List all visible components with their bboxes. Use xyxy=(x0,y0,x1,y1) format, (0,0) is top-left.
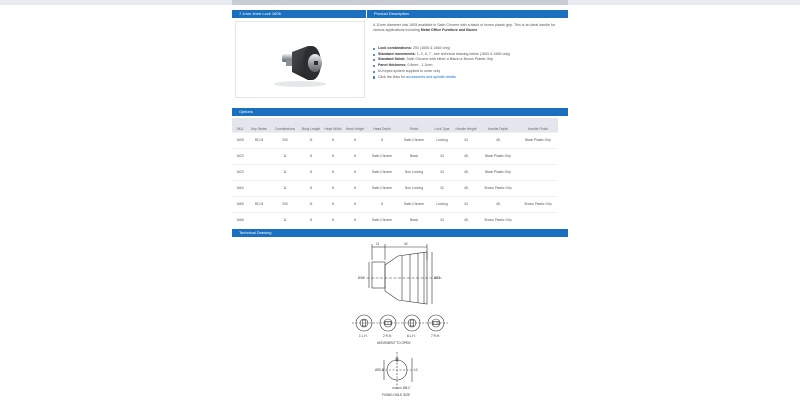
table-cell: 8 xyxy=(300,165,322,181)
technical-title: Technical Drawing xyxy=(232,229,568,237)
description-panel xyxy=(367,10,568,102)
table-cell: 11 xyxy=(270,213,300,229)
product-title: 7.1mm 4mm Lock 1605 xyxy=(232,10,366,18)
table-cell: 8 xyxy=(366,133,398,149)
table-cell: Black Plastic Grip xyxy=(518,133,558,149)
lock-position-icons xyxy=(352,315,448,331)
feature-label: Panel thickness: xyxy=(378,63,407,68)
table-cell: 48 xyxy=(478,133,518,149)
table-row xyxy=(232,149,558,165)
column-header: Handle Depth xyxy=(478,118,518,133)
bullet-icon xyxy=(373,76,375,78)
table-cell: 48 xyxy=(454,149,478,165)
table-cell: RD M xyxy=(248,197,270,213)
table-cell xyxy=(518,213,558,229)
feature-item xyxy=(373,75,563,81)
feature-label: Standard finish: xyxy=(378,57,406,62)
table-cell: Satin Chrome xyxy=(398,133,430,149)
table-cell: 8 xyxy=(300,149,322,165)
table-cell: 48 xyxy=(454,165,478,181)
table-cell: 200 xyxy=(270,133,300,149)
hole-dim-c: Ø5.2 xyxy=(403,386,410,390)
bullet-icon xyxy=(373,54,375,56)
table-cell: 43 xyxy=(430,213,454,229)
options-table xyxy=(232,118,558,228)
table-cell: 8 xyxy=(322,197,344,213)
feature-list xyxy=(373,46,563,80)
hole-dim-b: 10 xyxy=(414,368,418,372)
column-header: Key Series xyxy=(248,118,270,133)
table-cell: 11 xyxy=(270,165,300,181)
column-header: Combinations xyxy=(270,118,300,133)
technical-section xyxy=(232,229,568,400)
table-cell: Satin Chrome xyxy=(398,197,430,213)
top-bar xyxy=(0,0,800,5)
table-cell: Black Plastic Grip xyxy=(478,149,518,165)
column-header: Head Depth xyxy=(366,118,398,133)
table-header-row xyxy=(232,118,558,133)
description-text xyxy=(373,23,563,32)
table-cell: 8 xyxy=(344,197,366,213)
options-title: Options xyxy=(232,108,568,116)
table-cell: Black Plastic Grip xyxy=(478,165,518,181)
description-title: Product Description xyxy=(367,10,568,18)
feature-label: Standard movements: xyxy=(378,51,416,56)
column-header: Head Width xyxy=(322,118,344,133)
table-cell: 8 xyxy=(322,213,344,229)
table-cell xyxy=(248,165,270,181)
feature-text: Satin Chrome with either a Black or Brown Plastic Grip xyxy=(405,57,494,62)
table-cell xyxy=(248,149,270,165)
feature-text: 0.8mm - 1.2mm xyxy=(406,63,433,68)
feature-text: Click the links for xyxy=(378,74,407,79)
product-section xyxy=(232,10,568,102)
table-row xyxy=(232,181,558,197)
table-cell: 48 xyxy=(478,197,518,213)
table-row xyxy=(232,133,558,149)
table-cell: 48 xyxy=(454,181,478,197)
table-cell: 43 xyxy=(454,197,478,213)
table-cell: Satin Chrome xyxy=(366,165,398,181)
hole-dim-a: Ø20.2 xyxy=(375,368,384,372)
table-cell xyxy=(248,181,270,197)
movement-caption: MOVEMENT TO OPEN xyxy=(377,341,411,345)
table-cell: 8 xyxy=(344,213,366,229)
table-cell: Non Locking xyxy=(398,181,430,197)
position-label: 6 L.H. xyxy=(407,334,416,338)
table-cell: 43 xyxy=(430,165,454,181)
table-cell: 8 xyxy=(366,197,398,213)
table-cell: Satin Chrome xyxy=(366,181,398,197)
table-cell: 1623 xyxy=(232,165,248,181)
table-cell: 48 xyxy=(454,213,478,229)
table-cell: Black xyxy=(398,213,430,229)
dim-right: Ø32 xyxy=(434,276,441,280)
table-cell: Satin Chrome xyxy=(366,149,398,165)
accessories-link[interactable]: accessories and spindle details xyxy=(406,74,456,79)
dim-top-a: 11 xyxy=(376,242,380,246)
column-header: Head Height xyxy=(344,118,366,133)
table-cell: 43 xyxy=(430,149,454,165)
column-header: Handle Height xyxy=(454,118,478,133)
table-cell: 8 xyxy=(344,181,366,197)
column-header: Lock Type xyxy=(430,118,454,133)
dim-top-b: 40 xyxy=(404,242,408,246)
table-row xyxy=(232,213,558,229)
options-section xyxy=(232,108,568,224)
table-cell: Locking xyxy=(430,133,454,149)
table-cell: 1666 xyxy=(232,213,248,229)
feature-text: 200 (1605 & 1665 only) xyxy=(411,46,451,50)
column-header: Body Length xyxy=(300,118,322,133)
bullet-icon xyxy=(373,59,375,61)
table-cell: 8 xyxy=(344,133,366,149)
table-cell: Black xyxy=(398,149,430,165)
fixing-hole-icon xyxy=(382,352,414,390)
table-cell: 1665 xyxy=(232,197,248,213)
table-cell: 8 xyxy=(322,133,344,149)
column-header: Handle Finish xyxy=(518,118,558,133)
table-cell: Locking xyxy=(430,197,454,213)
table-cell: 1664 xyxy=(232,181,248,197)
feature-label: Lock combinations: xyxy=(378,46,412,50)
table-cell: 200 xyxy=(270,197,300,213)
table-cell: 11 xyxy=(300,197,322,213)
table-cell: 1623 xyxy=(232,149,248,165)
technical-drawing xyxy=(332,238,472,403)
description-body: A 11mm diameter lock 1605 available in Satin Chrome with a black or brown plastic grip. This is an ideal handle for various applications including xyxy=(373,23,556,32)
table-cell: 8 xyxy=(300,181,322,197)
table-cell xyxy=(248,213,270,229)
table-cell: Brown Plastic Grip xyxy=(518,197,558,213)
bullet-icon xyxy=(373,65,375,67)
table-row xyxy=(232,197,558,213)
table-cell: 11 xyxy=(270,149,300,165)
top-bar-accent xyxy=(232,0,568,5)
table-cell: 1605 xyxy=(232,133,248,149)
table-cell: Satin Chrome xyxy=(366,213,398,229)
table-cell xyxy=(518,181,558,197)
table-cell: 11 xyxy=(270,181,300,197)
feature-text: M-Keyed system supplied to order only xyxy=(378,68,441,73)
table-cell: 8 xyxy=(300,213,322,229)
position-label: 2 R.H. xyxy=(383,334,393,338)
table-row xyxy=(232,165,558,181)
bullet-icon xyxy=(373,48,375,50)
bullet-icon xyxy=(373,71,375,73)
table-cell: 8 xyxy=(322,165,344,181)
table-cell: 8 xyxy=(344,149,366,165)
table-cell: 8 xyxy=(344,165,366,181)
column-header: SKU xyxy=(232,118,248,133)
table-cell: Brown Plastic Grip xyxy=(478,213,518,229)
lock-photo-icon xyxy=(236,22,364,97)
table-cell: RD M xyxy=(248,133,270,149)
position-label: 1 L.H. xyxy=(359,334,368,338)
table-cell: 11 xyxy=(300,133,322,149)
product-photo xyxy=(235,21,365,98)
description-bold: Metal Office Furniture and Boxes xyxy=(420,27,478,32)
table-cell: Brown Plastic Grip xyxy=(478,181,518,197)
table-cell: 8 xyxy=(322,181,344,197)
position-label: 7 R.H. xyxy=(431,334,441,338)
feature-text: 1, 2, 6, 7 - see technical drawing below (1605 & 1665 only) xyxy=(415,51,511,56)
table-cell: 43 xyxy=(454,133,478,149)
table-cell xyxy=(518,149,558,165)
table-cell: 42 xyxy=(430,181,454,197)
product-image-panel xyxy=(232,10,366,102)
column-header: Finish xyxy=(398,118,430,133)
hole-caption: FIXING HOLE SIZE xyxy=(382,393,411,397)
table-cell: 8 xyxy=(322,149,344,165)
table-cell: Non Locking xyxy=(398,165,430,181)
dim-left: Ø17 xyxy=(358,276,365,280)
table-cell xyxy=(518,165,558,181)
